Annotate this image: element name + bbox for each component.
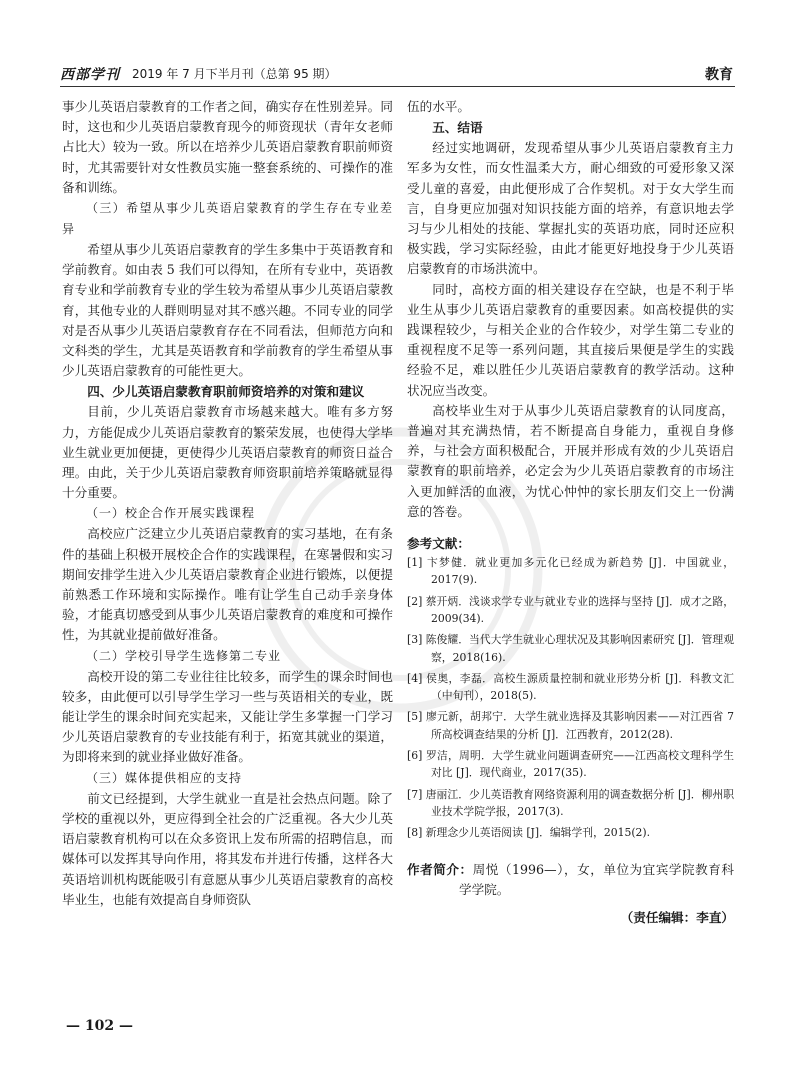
- subsection-heading: （三）希望从事少儿英语启蒙教育的学生存在专业差异: [62, 201, 393, 237]
- header-rule: [60, 86, 735, 87]
- page-number: — 102 —: [66, 1018, 133, 1034]
- journal-title: 西部学刊: [60, 67, 120, 83]
- paragraph: 目前，少儿英语启蒙教育市场越来越大。唯有多方努力，方能促成少儿英语启蒙教育的繁荣发展，也使得大学毕业生就业更加便捷，更使得少儿英语启蒙教育的师资日益合理。由此，关于少儿英语启蒙教育师资职前培养策略就显得十分重要。: [62, 404, 393, 501]
- paragraph: 高校开设的第二专业往往比较多，而学生的课余时间也较多，由此便可以引导学生学习一些与英语相关的专业，既能让学生的课余时间充实起来，又能让学生多掌握一门学习少儿英语启蒙教育的专业技能有利于，拓宽其就业的渠道，为即将来到的就业择业做好准备。: [62, 668, 393, 765]
- issue-info: 2019 年 7 月下半月刊（总第 95 期）: [132, 67, 337, 81]
- section-heading: 五、结语: [432, 120, 483, 136]
- paragraph: 同时，高校方面的相关建设存在空缺，也是不利于毕业生从事少儿英语启蒙教育的重要因素。如高校提供的实践课程较少，与相关企业的合作较少，对学生第二专业的重视程度不足等一系列问题，其直接后果便是学生的实践经验不足，难以胜任少儿英语启蒙教育的教学活动。这种状况应当改变。: [407, 281, 734, 398]
- references-list: [407, 554, 734, 841]
- left-column: [62, 97, 393, 910]
- paragraph: 事少儿英语启蒙教育的工作者之间，确实存在性别差异。同时，这也和少儿英语启蒙教育现今的师资现状（青年女老师占比大）较为一致。所以在培养少儿英语启蒙教育职前师资时，尤其需要针对女性教员实施一整套系统的、可操作的准备和训练。: [62, 99, 393, 195]
- reference-item: [3] 陈俊耀．当代大学生就业心理状况及其影响因素研究 [J]．管理观察，2018(16).: [407, 633, 734, 664]
- right-column: [407, 97, 734, 926]
- author-bio: [407, 860, 734, 901]
- paragraph: 希望从事少儿英语启蒙教育的学生多集中于英语教育和学前教育。如由表 5 我们可以得知，在所有专业中，英语教育专业和学前教育专业的学生较为希望从事少儿英语启蒙教育，其他专业的人群则明显对其不感兴趣。不同专业的同学对是否从事少儿英语启蒙教育存在不同看法，但师范方向和文科类的学生，尤其是英语教育和学前教育的学生希望从事少儿英语启蒙教育的可能性更大。: [62, 242, 393, 379]
- subsection-heading: （三）媒体提供相应的支持: [86, 770, 243, 785]
- reference-item: [7] 唐丽江．少儿英语教育网络资源利用的调查数据分析 [J]．柳州职业技术学院学报，2017(3).: [407, 787, 734, 818]
- author-label: 作者简介：: [407, 861, 473, 877]
- paragraph: 经过实地调研，发现希望从事少儿英语启蒙教育主力军多为女性，而女性温柔大方，耐心细致的可爱形象又深受儿童的喜爱，由此便形成了合作契机。对于女大学生而言，自身更应加强对知识技能方面的培养，有意识地去学习与少儿相处的技能、掌握扎实的英语功底，同时还应积极实践，学习实际经验，由此才能更好地投身于少儿英语启蒙教育的市场洪流中。: [407, 140, 734, 277]
- subsection-heading: （二）学校引导学生选修第二专业: [86, 648, 282, 663]
- reference-item: [4] 侯奥，李磊．高校生源质量控制和就业形势分析 [J]．科教文汇（中旬刊），2018(5).: [407, 671, 734, 703]
- section-label: 教育: [705, 67, 733, 83]
- paragraph: 高校毕业生对于从事少儿英语启蒙教育的认同度高，普遍对其充满热情，若不断提高自身能力，重视自身修养，与社会方面积极配合，开展并形成有效的少儿英语启蒙教育的职前培养，必定会为少儿英语启蒙教育的市场注入更加鲜活的血液，为忧心忡忡的家长朋友们交上一份满意的答卷。: [407, 402, 734, 519]
- references-title: 参考文献：: [407, 536, 470, 552]
- reference-item: [2] 蔡开炳．浅谈求学专业与就业专业的选择与坚持 [J]．成才之路，2009(34).: [407, 594, 734, 625]
- subsection-heading: （一）校企合作开展实践课程: [86, 506, 256, 521]
- author-text: 周悦（1996—），女，单位为宜宾学院教育科学学院。: [459, 861, 734, 898]
- reference-item: [5] 廖元新，胡邦宁．大学生就业选择及其影响因素——对江西省 7 所高校调查结果的分析 [J]．江西教育，2012(28).: [407, 710, 734, 741]
- editor-note: （责任编辑：李直）: [620, 909, 734, 925]
- paragraph: 高校应广泛建立少儿英语启蒙教育的实习基地，在有条件的基础上积极开展校企合作的实践课程，在寒暑假和实习期间安排学生进入少儿英语启蒙教育企业进行锻炼，以便提前熟悉工作环境和实际操作。唯有让学生自己动手亲身体验，才能真切感受到从事少儿英语启蒙教育的难度和可操作性，为其就业提前做好准备。: [62, 526, 393, 643]
- section-heading: 四、少儿英语启蒙教育职前师资培养的对策和建议: [87, 384, 365, 400]
- reference-item: [1] 卞梦健．就业更加多元化已经成为新趋势 [J]．中国就业，2017(9).: [407, 556, 734, 587]
- reference-item: [6] 罗洁，周明．大学生就业问题调查研究——江西高校文理科学生对比 [J]．现代商业，2017(35).: [407, 749, 734, 780]
- reference-item: [8] 新理念少儿英语阅读 [J]．编辑学刊，2015(2).: [407, 826, 651, 840]
- paragraph: 前文已经提到，大学生就业一直是社会热点问题。除了学校的重视以外，更应得到全社会的广泛重视。各大少儿英语启蒙教育机构可以在众多资讯上发布所需的招聘信息，而媒体可以发挥其导向作用，将其发布并进行传播，这样各大英语培训机构既能吸引有意愿从事少儿英语启蒙教育的高校毕业生，也能有效提高自身师资队: [62, 790, 393, 907]
- running-header: [60, 62, 735, 86]
- paragraph: 伍的水平。: [407, 99, 470, 114]
